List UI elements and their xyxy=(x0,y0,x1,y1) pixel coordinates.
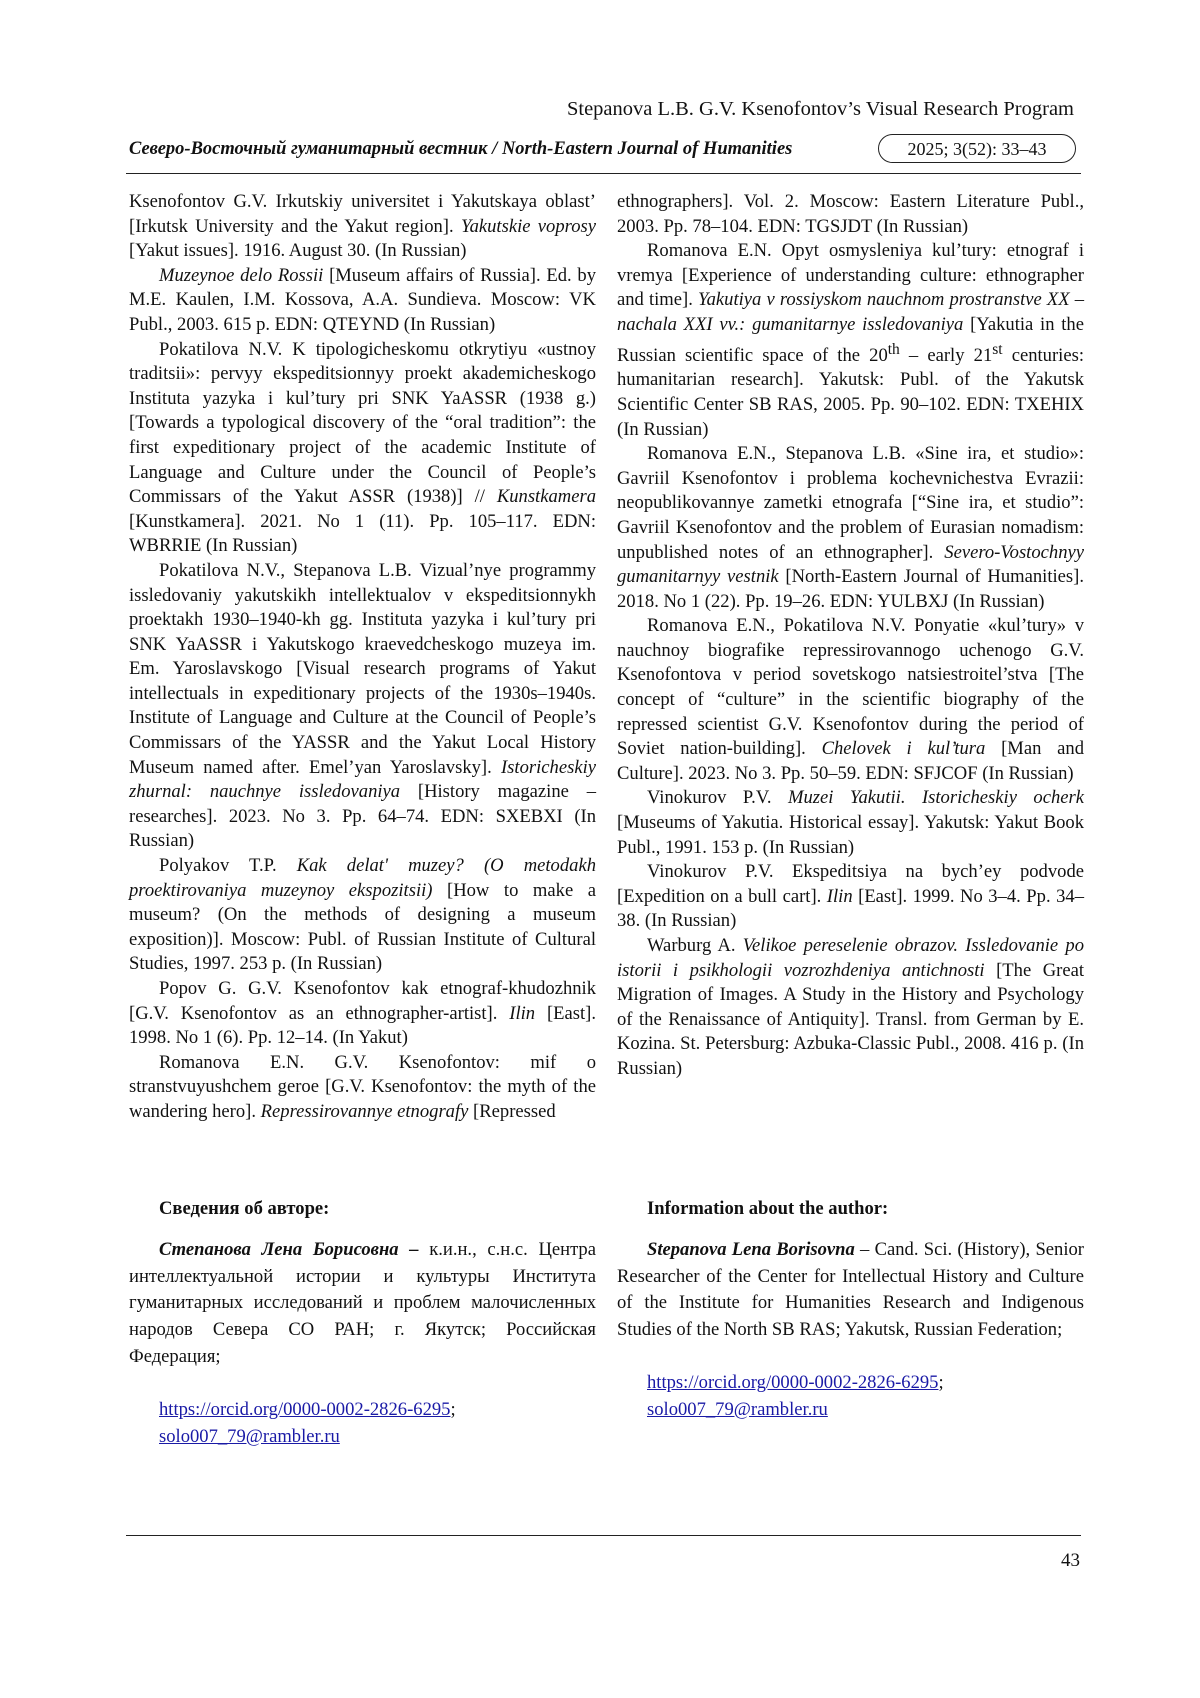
references-right-column xyxy=(617,190,1084,1082)
reference-entry: Romanova E.N., Pokatilova N.V. Ponyatie «kul’tury» v nauchnoy biografike repressirovannogo uchenogo G.V. Ksenofontova v period sovetskogo natsiestroitel’stva [The concept of “culture” in the scientific biography of the repressed scientist G.V. Ksenofontov during the period of Soviet nation-building]. Chelovek i kul’tura [Man and Culture]. 2023. No 3. Pp. 50–59. EDN: SFJCOF (In Russian) xyxy=(617,615,1085,784)
orcid-link[interactable]: https://orcid.org/0000-0002-2826-6295 xyxy=(647,1371,939,1393)
reference-entry: Ksenofontov G.V. Irkutskiy universitet i Yakutskaya oblast’ [Irkutsk University and the Yakut region]. Yakutskie voprosy [Yakut issues]. 1916. August 30. (In Russian) xyxy=(129,191,596,262)
references-left-column xyxy=(129,190,596,1125)
reference-entry: Pokatilova N.V. K tipologicheskomu otkrytiyu «ustnoy traditsii»: pervyy ekspeditsionnyy proekt akademicheskogo Instituta yazyka i kul’tury pri SNK YaASSR (1938 g.) [Towards a typological discovery of the “oral tradition”: the first expeditionary project of the academic Institute of Language and Culture under the Council of People’s Commissars of the Yakut ASSR (1938)] // Kunstkamera [Kunstkamera]. 2021. No 1 (11). Pp. 105–117. EDN: WBRRIE (In Russian) xyxy=(129,338,596,557)
reference-entry: Vinokurov P.V. Ekspeditsiya na bych’ey podvode [Expedition on a bull cart]. Ilin [East]. 1999. No 3–4. Pp. 34–38. (In Russian) xyxy=(617,861,1084,932)
journal-title: Северо-Восточный гуманитарный вестник / North-Eastern Journal of Humanities xyxy=(129,139,793,159)
reference-entry: Vinokurov P.V. Muzei Yakutii. Istoricheskiy ocherk [Museums of Yakutia. Historical essay]. Yakutsk: Yakut Book Publ., 1991. 153 p. (In Russian) xyxy=(617,787,1084,858)
footer-divider xyxy=(126,1535,1081,1536)
issue-badge: 2025; 3(52): 33–43 xyxy=(878,134,1076,163)
email-link[interactable]: solo007_79@rambler.ru xyxy=(647,1398,828,1420)
author-description-en: Stepanova Lena Borisovna – Cand. Sci. (History), Senior Researcher of the Center for Intellectual History and Culture of the Institute for Humanities Research and Indigenous Studies of the North SB RAS; Yakutsk, Russian Federation; xyxy=(617,1238,1084,1341)
reference-entry: Polyakov T.P. Kak delat' muzey? (O metodakh proektirovaniya muzeynoy ekspozitsii) [How to make a museum? (On the methods of designing a museum exposition)]. Moscow: Publ. of Russian Institute of Cultural Studies, 1997. 253 p. (In Russian) xyxy=(129,855,597,975)
header-divider xyxy=(126,173,1081,174)
author-links-en: https://orcid.org/0000-0002-2826-6295; solo007_79@rambler.ru xyxy=(647,1371,944,1420)
author-info-en xyxy=(617,1196,1084,1424)
author-description-ru: Степанова Лена Борисовна – к.и.н., с.н.с. Центра интеллектуальной истории и культуры Института гуманитарных исследований и проблем малочисленных народов Севера СО РАН; г. Якутск; Российская Федерация; xyxy=(129,1238,596,1367)
orcid-link[interactable]: https://orcid.org/0000-0002-2826-6295 xyxy=(159,1398,451,1420)
author-name-en: Stepanova Lena Borisovna xyxy=(647,1238,855,1260)
reference-entry: Romanova E.N., Stepanova L.B. «Sine ira, et studio»: Gavriil Ksenofontov i problema kochevnichestva Evrazii: neopublikovannye zametki etnografa [“Sine ira, et studio”: Gavriil Ksenofontov and the problem of Eurasian nomadism: unpublished notes of an ethnographer]. Severo-Vostochnyy gumanitarnyy vestnik [North-Eastern Journal of Humanities]. 2018. No 1 (22). Pp. 19–26. EDN: YULBXJ (In Russian) xyxy=(617,443,1084,612)
author-heading-en: Information about the author: xyxy=(647,1198,889,1219)
reference-entry: Muzeynoe delo Rossii [Museum affairs of Russia]. Ed. by M.E. Kaulen, I.M. Kossova, A.A. Sundieva. Moscow: VK Publ., 2003. 615 p. EDN: QTEYND (In Russian) xyxy=(129,264,596,335)
reference-entry: Popov G. G.V. Ksenofontov kak etnograf-khudozhnik [G.V. Ksenofontov as an ethnographer-artist]. Ilin [East]. 1998. No 1 (6). Pp. 12–14. (In Yakut) xyxy=(129,978,596,1049)
reference-entry: Warburg A. Velikoe pereselenie obrazov. Issledovanie po istorii i psikhologii vozrozhdeniya antichnosti [The Great Migration of Images. A Study in the History and Psychology of the Renaissance of Antiquity]. Transl. from German by E. Kozina. St. Petersburg: Azbuka-Classic Publ., 2008. 416 p. (In Russian) xyxy=(617,935,1084,1079)
reference-entry: Pokatilova N.V., Stepanova L.B. Vizual’nye programmy issledovaniy yakutskikh intellektualov v ekspeditsionnykh proektakh 1930–1940-kh gg. Instituta yazyka i kul’tury pri SNK YaASSR i Yakutskogo kraevedcheskogo muzeya im. Em. Yaroslavskogo [Visual research programs of Yakut intellectuals in expeditionary projects of the 1930s–1940s. Institute of Language and Culture at the Council of People’s Commissars of the YASSR and the Yakut Local History Museum named after. Emel’yan Yaroslavsky]. Istoricheskiy zhurnal: nauchnye issledovaniya [History magazine – researches]. 2023. No 3. Pp. 64–74. EDN: SXEBXI (In Russian) xyxy=(129,559,596,852)
author-name-ru: Степанова Лена Борисовна – xyxy=(159,1238,419,1260)
reference-entry: Romanova E.N. Opyt osmysleniya kul’tury: etnograf i vremya [Experience of understanding culture: ethnographer and time]. Yakutiya v rossiyskom nauchnom prostranstve XX – nachala XXI vv.: gumanitarnye issledovaniya [Yakutia in the Russian scientific space of the 20th – early 21st centuries: humanitarian research]. Yakutsk: Publ. of the Yakutsk Scientific Center SB RAS, 2005. Pp. 90–102. EDN: TXEHIX (In Russian) xyxy=(617,240,1084,440)
author-links-ru: https://orcid.org/0000-0002-2826-6295; solo007_79@rambler.ru xyxy=(159,1398,456,1447)
reference-entry: Romanova E.N. G.V. Ksenofontov: mif o stranstvuyushchem geroe [G.V. Ksenofontov: the myth of the wandering hero]. Repressirovannye etnografy [Repressed xyxy=(129,1051,596,1122)
running-title: Stepanova L.B. G.V. Ksenofontov’s Visual Research Program xyxy=(566,98,1074,120)
email-link[interactable]: solo007_79@rambler.ru xyxy=(159,1425,340,1447)
author-info-ru xyxy=(129,1196,596,1450)
author-heading-ru: Сведения об авторе: xyxy=(159,1198,330,1219)
page-number: 43 xyxy=(1061,1550,1080,1571)
reference-entry: ethnographers]. Vol. 2. Moscow: Eastern Literature Publ., 2003. Pp. 78–104. EDN: TGSJDT (In Russian) xyxy=(617,191,1084,237)
